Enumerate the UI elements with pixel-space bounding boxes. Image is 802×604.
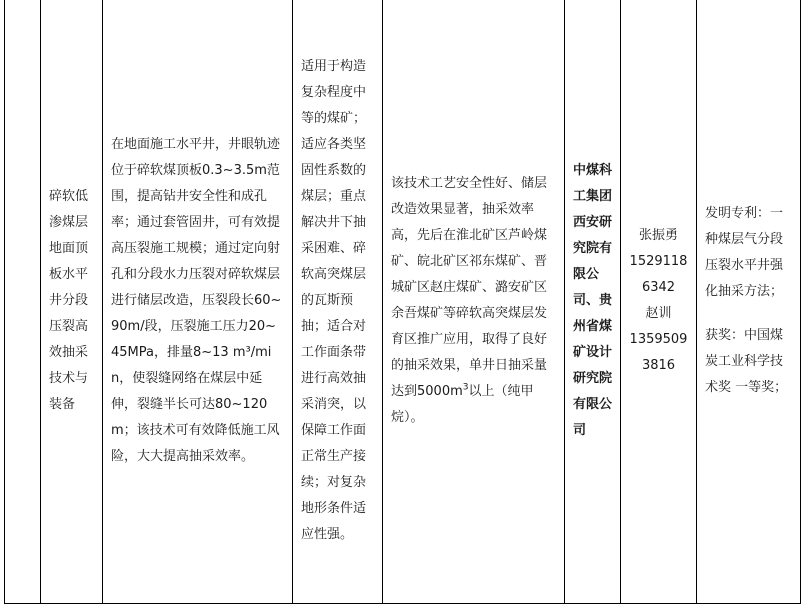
effect-text: 该技术工艺安全性好、储层改造效果显著，抽采效率高，先后在淮北矿区芦岭煤矿、皖北矿区祁东煤矿、晋城矿区赵庄煤矿、潞安矿区余吾煤矿等碎软高突煤层发育区推广应用，取得了良好的抽采效果，单井日抽采量达到5000m bbox=[391, 176, 548, 399]
technology-description-cell: 在地面施工水平井，井眼轨迹位于碎软煤顶板0.3~3.5m范围，提高钻井安全性和成孔率；通过套管固井，可有效提高压裂施工规模；通过定向射孔和分段水力压裂对碎软煤层进行储层改造，压裂段长60~90m/段，压裂施工压力20~45MPa，排量8~13 m³/min，使裂缝网络在煤层中延伸，裂缝半长可达80~120m；该技术可有效降低施工风险，大大提高抽采效率。 bbox=[103, 0, 293, 604]
ip-awards-cell bbox=[697, 0, 801, 604]
effect-superscript: 3 bbox=[462, 382, 469, 393]
spacer bbox=[705, 305, 792, 323]
table-row bbox=[5, 0, 801, 604]
contact-name: 赵训 bbox=[645, 306, 672, 321]
award-text: 获奖：中国煤炭工业科学技术奖 一等奖； bbox=[705, 328, 788, 395]
patent-text: 发明专利：一种煤层气分段压裂水平井强化抽采方法； bbox=[705, 206, 784, 299]
index-cell bbox=[5, 0, 41, 604]
contact-phone: 15291186342 bbox=[629, 254, 688, 295]
contact-cell bbox=[621, 0, 697, 604]
effect-tail: 以上（纯甲烷）。 bbox=[391, 384, 534, 425]
technology-table bbox=[4, 0, 801, 604]
application-effect-cell bbox=[383, 0, 565, 604]
contact-phone: 13595093816 bbox=[629, 332, 688, 373]
contact-name: 张振勇 bbox=[638, 228, 678, 243]
application-scope-cell: 适用于构造复杂程度中等的煤矿；适应各类坚固性系数的煤层；重点解决井下抽采困难、碎软高突煤层的瓦斯预抽；适合对工作面条带进行高效抽采消突，以保障工作面正常生产接续；对复杂地形条件适应性强。 bbox=[293, 0, 383, 604]
technology-name-cell: 碎软低渗煤层地面顶板水平井分段压裂高效抽采技术与装备 bbox=[41, 0, 103, 604]
organization-cell: 中煤科工集团西安研究院有限公司、贵州省煤矿设计研究院有限公司 bbox=[565, 0, 621, 604]
